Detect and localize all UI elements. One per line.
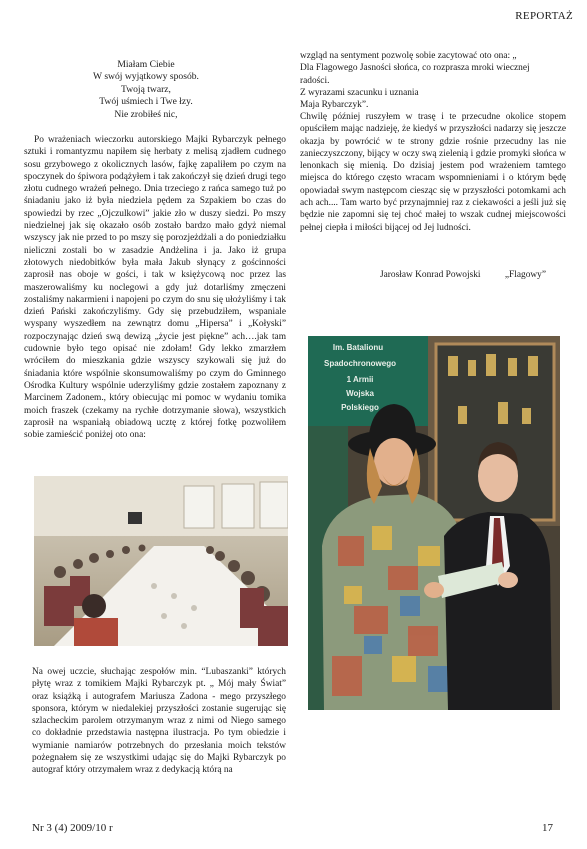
sign-line: Wojska [346,389,374,398]
quote-line: radości. [300,75,330,86]
poem-line: Twój uśmiech i Twe łzy. [99,96,193,108]
sign-line: Polskiego [341,403,379,412]
article-paragraph: Na owej uczcie, słuchając zespołów min. “Lubaszanki” których płytę wraz z tomikiem Majki Rybarczyk pt. „ Mój mały Świat” oraz książką i autografem Mariusza Zadona - mego przyszłego sponsora, którym w niedalekiej przyszłości zostanie sugerując się szlacheckim parolem otrzymanym wraz z nimi od Niego samego co dokładnie przedstawia następna ilustracja. Po tym obiedzie i wymianie namiarów potrzebnych do przesłania moich tekstów pożegnałem się ze wszystkimi udając się do Majki Rybarczyk po autograf który otrzymałem wraz z dedykacją którą na [32,667,286,776]
poem [46,59,246,121]
award-photo [308,336,560,710]
quote-line: wzgląd na sentyment pozwolę sobie zacytować oto ona: „ [300,51,517,61]
quote-line: Z wyrazami szacunku i uznania [300,87,419,98]
issue-number: Nr 3 (4) 2009/10 r [32,822,113,834]
quote-line: Maja Rybarczyk”. [300,100,369,111]
sign-line: 1 Armii [346,375,374,384]
poem-line: W swój wyjątkowy sposób. [93,71,199,83]
banquet-photo [34,476,288,646]
quote-line: Dla Flagowego Jasności słońca, co rozprasza mroki wiecznej [300,63,530,74]
article-paragraph: Chwilę później ruszyłem w trasę i te przecudne okolice stopem opuściłem mając nadzieję, że kiedyś w przyszłości nadarzy się jeszcze okazja by powrócić w te strony gdzie rośnie przecudny las nie zanieczyszczony, bijący w oczy swą zielenią i gdzie promyki słońca w lenonkach się mienią. Do dzisiaj jestem pod wrażeniem tamtego miejsca do którego często wracam wspomnieniami i o którym będę opowiadał swym następcom ciesząc się w przyszłości potomkami ach ach ach.... Tam warto być przynajmniej raz z ciekawości a jeśli już się będzie nie zapomni się tej choć małej to wszak cudnej miejscowości pełnej ciepła i miłości bijącej od Jej ludności. [300,112,566,233]
poem-line: Nie zrobiłeś nic, [114,108,178,120]
article-paragraph: Po wrażeniach wieczorku autorskiego Majki Rybarczyk pełnego sztuki i romantyzmu napiłem się herbaty z melisą zjadłem cudnego sosu grzybowego z okolicznych lasów, fajkę zapaliłem po czym na spoczynek do śpiwora podążyłem i tak zakończył się dzień drugi tego złotu cudnego wrażeń pełnego. Dnia trzeciego z rańca samego tuż po śniadaniu jako iż była niedziela pędem za Szpakiem bo czas do spowiedzi by rzec „Ojczulkowi” jakie zło w duszy siedzi. Po mszy niedzielnej jak się okazało osób zostało bardzo mało gdyż niemal wszyscy jak nie przed to po mszy się porozjeżdżali a do poniedziałku nieliczni zostali bo w zasadzie Andżelina i ja. Jako iż grupa złotowych niedobitków była mała Jakub słynący z gościnności zaprosił nas oboje w gości, i tak w księżycową noc przez las maszerowaliśmy ku noclegowi a gdy już dotarliśmy zmęczeni zostaliśmy nakarmieni i napojeni po czym do snu się ułożyliśmy i tak dzień Pański zakończyliśmy. Gdy się przebudziłem, wspaniale wyspany wyszedłem na zewnątrz domu „Hipersa” i „Kołyski” rozpoczynając dzień swą dewizą „życie jest piękne” ach….jak tam cudownie było tego opisać nie zdołam! Gdy lekko zmarzłem wróciłem do mieszkania gdzie wszyscy szykowali się już do śniadania które wspólnie skonsumowaliśmy po czym do Gminnego Ośrodka Kultury wspólnie uderzyliśmy gdzie zostałem zapoznany z Marcinem Zadonem., który obiecując mi pomoc w wydaniu tomika moich fraszek (czekamy na rychłe dotrzymanie słowa), wszystkich zaprosił na wspaniałą obiadową ucztę z której fotkę pozwoliłem sobie zamieścić poniżej oto ona: [24,135,286,441]
sign-line: Im. Batalionu [332,343,384,352]
dedication-quote [300,50,566,111]
page-number: 17 [542,822,553,834]
sign-line: Spadochronowego [324,359,396,368]
author-name: Jarosław Konrad Powojski [380,270,481,280]
poem-line: Twoją twarz, [121,83,171,95]
author-alias: „Flagowy” [504,270,546,280]
poem-line: Miałam Ciebie [117,59,175,70]
author-signature [380,270,546,280]
section-label: REPORTAŻ [515,10,573,22]
